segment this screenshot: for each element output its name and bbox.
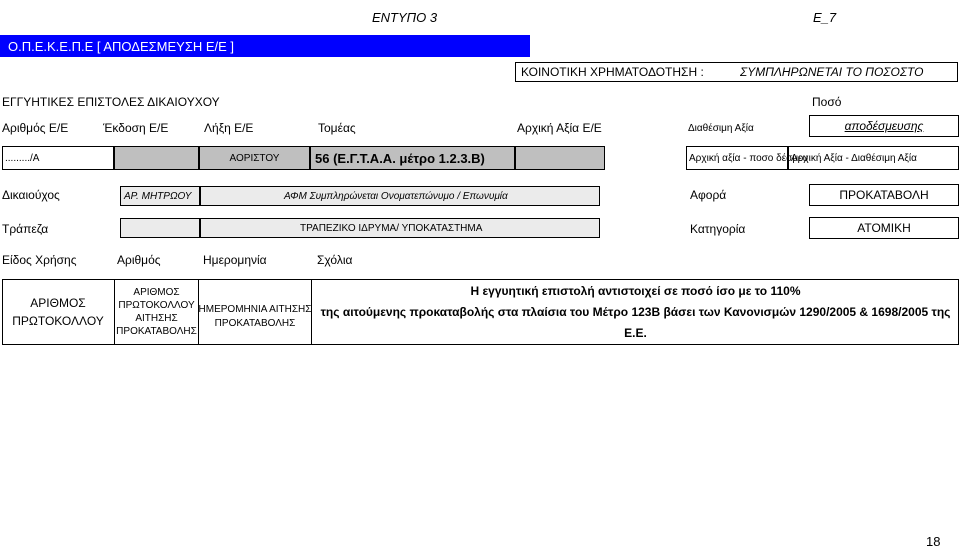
concerns-value: ΠΡΟΚΑΤΑΒΟΛΗ xyxy=(839,188,929,202)
usage-date-line2: ΠΡΟΚΑΤΑΒΟΛΗΣ xyxy=(214,318,296,329)
registry-value: ΑΡ. ΜΗΤΡΩΟΥ xyxy=(124,190,192,202)
page-title: Ο.Π.Ε.Κ.Ε.Π.Ε [ ΑΠΟΔΕΣΜΕΥΣΗ Ε/Ε ] xyxy=(8,38,235,54)
beneficiary-details-value: ΑΦΜ Συμπληρώνεται Ονοματεπώνυμο / Επωνυμία xyxy=(284,190,508,202)
usage-comment-line3: Ε.Ε. xyxy=(624,325,647,340)
col-release xyxy=(809,115,959,137)
concerns-label: Αφορά xyxy=(690,188,727,202)
ee-sector-value: 56 (Ε.Γ.Τ.Α.Α. μέτρο 1.2.3.Β) xyxy=(315,150,485,166)
ee-sector-field[interactable] xyxy=(310,146,515,170)
ee-initial-value-field[interactable] xyxy=(515,146,605,170)
ee-release-amount-field xyxy=(788,146,959,170)
title-bar xyxy=(0,35,530,57)
ee-expiry-value: ΑΟΡΙΣΤΟΥ xyxy=(229,152,280,164)
beneficiary-details-field[interactable] xyxy=(200,186,600,206)
usage-date-cell[interactable] xyxy=(199,279,311,345)
bank-label: Τράπεζα xyxy=(2,222,49,236)
page-number: 18 xyxy=(926,534,941,549)
usage-comment-line2: της αιτούμενης προκαταβολής στα πλαίσια του Μέτρο 123Β βάσει των Κανονισμών 1290/2005 & 1698/2005 της xyxy=(320,304,951,319)
ee-number-value: ........./Α xyxy=(5,152,40,164)
col-available-value: Διαθέσιμη Αξία xyxy=(688,123,754,134)
ee-number-field[interactable] xyxy=(2,146,114,170)
section-title: ΕΓΓΥΗΤΙΚΕΣ ΕΠΙΣΤΟΛΕΣ ΔΙΚΑΙΟΥΧΟΥ xyxy=(2,95,220,109)
usage-type-line2: ΠΡΩΤΟΚΟΛΛΟΥ xyxy=(12,314,104,328)
amount-label: Ποσό xyxy=(812,95,842,109)
usage-date-line1: ΗΜΕΡΟΜΗΝΙΑ ΑΙΤΗΣΗΣ xyxy=(198,304,312,315)
ee-available-formula: Αρχική αξία - ποσο δέσμευ xyxy=(689,152,809,164)
usage-comments-cell[interactable] xyxy=(312,279,959,345)
bank-field[interactable] xyxy=(200,218,600,238)
usage-type-cell[interactable] xyxy=(2,279,114,345)
beneficiary-label: Δικαιούχος xyxy=(2,188,60,202)
usage-col-type: Είδος Χρήσης xyxy=(2,253,77,267)
ee-available-value-field xyxy=(686,146,809,170)
col-number: Αριθμός Ε/Ε xyxy=(2,121,69,135)
usage-comment-line1: Η εγγυητική επιστολή αντιστοιχεί σε ποσό ίσο με το 110% xyxy=(470,283,801,298)
funding-label: ΚΟΙΝΟΤΙΚΗ ΧΡΗΜΑΤΟΔΟΤΗΣΗ : xyxy=(521,65,704,79)
usage-number-line1: ΑΡΙΘΜΟΣ xyxy=(133,287,180,298)
usage-number-line3: ΑΙΤΗΣΗΣ xyxy=(135,313,178,324)
col-expiry: Λήξη Ε/Ε xyxy=(204,121,254,135)
usage-number-cell[interactable] xyxy=(115,279,198,345)
usage-col-date: Ημερομηνία xyxy=(203,253,267,267)
ee-issue-field[interactable] xyxy=(114,146,199,170)
usage-col-comments: Σχόλια xyxy=(317,253,353,267)
bank-value: ΤΡΑΠΕΖΙΚΟ ΙΔΡΥΜΑ/ ΥΠΟΚΑΤΑΣΤΗΜΑ xyxy=(300,222,483,234)
col-release-label: αποδέσμευσης xyxy=(844,119,924,133)
usage-number-line4: ΠΡΟΚΑΤΑΒΟΛΗΣ xyxy=(116,326,197,337)
form-label: ΕΝΤΥΠΟ 3 xyxy=(372,10,438,25)
funding-value: ΣΥΜΠΛΗΡΩΝΕΤΑΙ ΤΟ ΠΟΣΟΣΤΟ xyxy=(740,65,924,79)
usage-number-line2: ΠΡΩΤΟΚΟΛΛΟΥ xyxy=(118,300,195,311)
ee-expiry-field[interactable] xyxy=(199,146,310,170)
col-initial-value: Αρχική Αξία Ε/Ε xyxy=(517,121,602,135)
concerns-field[interactable] xyxy=(809,184,959,206)
usage-col-number: Αριθμός xyxy=(117,253,161,267)
funding-box xyxy=(515,62,958,82)
registry-field[interactable] xyxy=(120,186,200,206)
category-label: Κατηγορία xyxy=(690,222,746,236)
usage-type-line1: ΑΡΙΘΜΟΣ xyxy=(30,296,86,310)
ee-release-formula: Αρχική Αξία - Διαθέσιμη Αξία xyxy=(791,152,917,164)
category-value: ΑΤΟΜΙΚΗ xyxy=(857,221,911,235)
form-code: Ε_7 xyxy=(813,10,837,25)
col-issue: Έκδοση Ε/Ε xyxy=(103,121,169,135)
bank-code-field[interactable] xyxy=(120,218,200,238)
category-field[interactable] xyxy=(809,217,959,239)
col-sector: Τομέας xyxy=(318,121,356,135)
